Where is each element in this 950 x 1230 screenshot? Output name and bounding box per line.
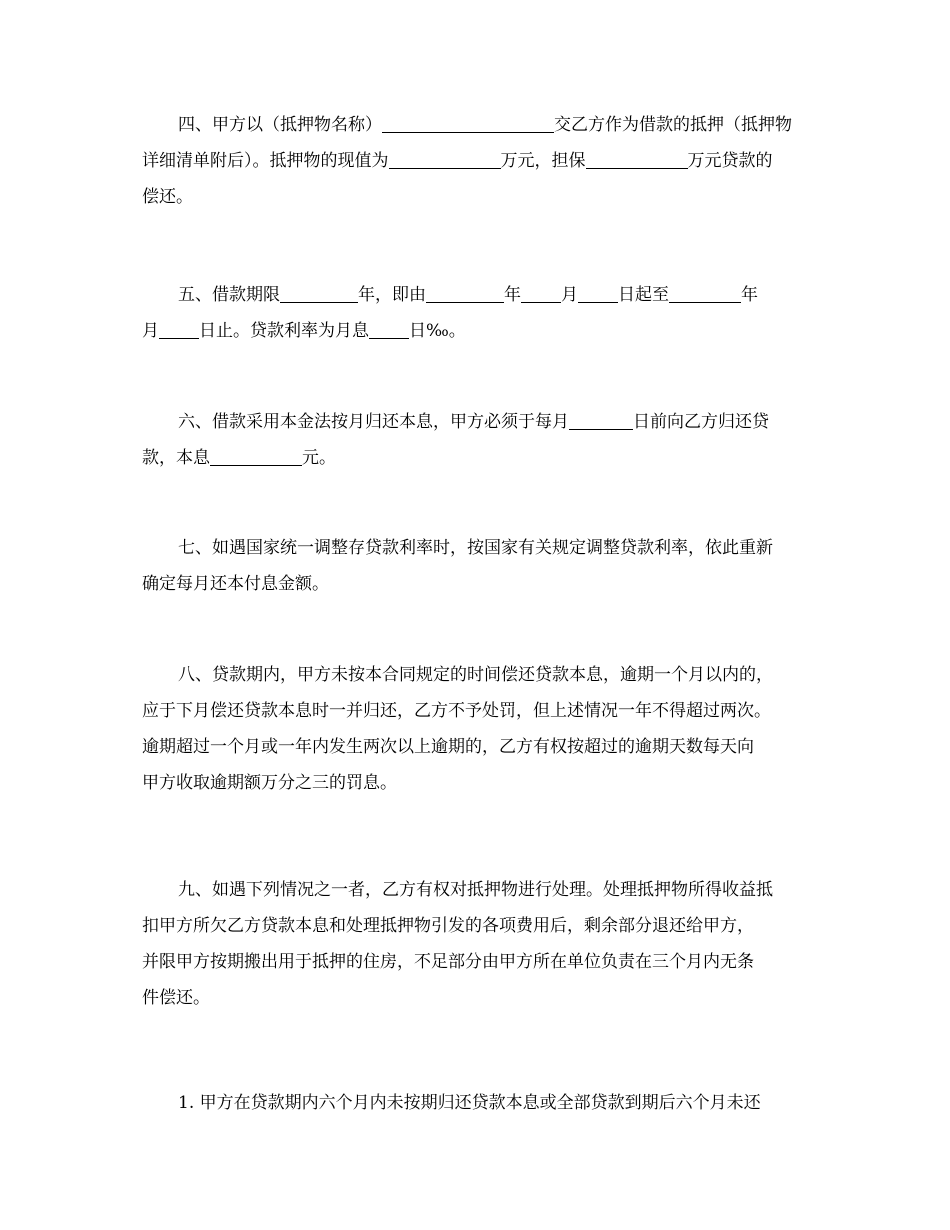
- text-segment: 日止。贷款利率为月息: [199, 321, 369, 341]
- clause-5-line-2: [142, 313, 814, 349]
- item-1: [142, 1085, 814, 1121]
- blank-loan-years: [280, 282, 358, 303]
- clause-6: [142, 404, 814, 476]
- text-segment: 年，即由: [358, 285, 426, 305]
- text-segment: 月: [561, 285, 578, 305]
- blank-start-year: [426, 282, 504, 303]
- blank-collateral-name: [382, 112, 554, 133]
- text-segment: 偿还。: [142, 187, 193, 207]
- clause-9-line-2: 扣甲方所欠乙方贷款本息和处理抵押物引发的各项费用后，剩余部分退还给甲方，: [142, 916, 754, 936]
- text-segment: 四、甲方以（抵押物名称）: [178, 115, 382, 135]
- text-segment: 详细清单附后）。抵押物的现值为: [142, 151, 389, 171]
- blank-repayment-day: [569, 409, 633, 430]
- text-segment: 款，本息: [142, 448, 210, 468]
- clause-9-line-3: 并限甲方按期搬出用于抵押的住房，不足部分由甲方所在单位负责在三个月内无条: [142, 952, 754, 972]
- clause-9-line-4: 件偿还。: [142, 988, 210, 1008]
- blank-monthly-rate: [369, 318, 409, 339]
- clause-5: [142, 277, 814, 349]
- clause-9-line-1: 九、如遇下列情况之一者，乙方有权对抵押物进行处理。处理抵押物所得收益抵: [178, 880, 773, 900]
- blank-installment-amount: [210, 445, 302, 466]
- blank-guarantee-amount: [586, 148, 688, 169]
- clause-6-line-2: [142, 440, 814, 476]
- clause-7-line-1: 七、如遇国家统一调整存贷款利率时，按国家有关规定调整贷款利率，依此重新: [178, 538, 773, 558]
- blank-end-year: [669, 282, 741, 303]
- blank-start-month: [521, 282, 561, 303]
- text-segment: 年: [504, 285, 521, 305]
- blank-collateral-value: [389, 148, 501, 169]
- clause-5-line-1: [142, 277, 814, 313]
- item-1-line-1: 1. 甲方在贷款期内六个月内未按期归还贷款本息或全部贷款到期后六个月未还: [178, 1093, 761, 1113]
- blank-end-day: [159, 318, 199, 339]
- clause-8-line-3: 逾期超过一个月或一年内发生两次以上逾期的，乙方有权按超过的逾期天数每天向: [142, 737, 754, 757]
- text-segment: 万元，担保: [500, 151, 586, 171]
- clause-4-line-2: [142, 143, 814, 179]
- clause-8-line-4: 甲方收取逾期额万分之三的罚息。: [142, 773, 397, 793]
- text-segment: 日起至: [618, 285, 669, 305]
- clause-6-line-1: [142, 404, 814, 440]
- text-segment: 月: [142, 321, 159, 341]
- text-segment: 万元贷款的: [687, 151, 773, 171]
- text-segment: 日‰。: [409, 321, 466, 341]
- clause-8-line-2: 应于下月偿还贷款本息时一并归还，乙方不予处罚，但上述情况一年不得超过两次。: [142, 701, 771, 721]
- blank-start-day: [578, 282, 618, 303]
- text-segment: 六、借款采用本金法按月归还本息，甲方必须于每月: [178, 412, 569, 432]
- text-segment: 五、借款期限: [178, 285, 280, 305]
- clause-4-line-1: [142, 107, 814, 143]
- text-segment: 日前向乙方归还贷: [633, 412, 769, 432]
- clause-7: [142, 530, 814, 602]
- clause-4: [142, 107, 814, 215]
- clause-4-line-3: [142, 179, 814, 215]
- clause-9: [142, 872, 814, 1016]
- text-segment: 交乙方作为借款的抵押（抵押物: [554, 115, 792, 135]
- text-segment: 年: [741, 285, 758, 305]
- clause-7-line-2: 确定每月还本付息金额。: [142, 574, 329, 594]
- clause-8: [142, 657, 814, 801]
- clause-8-line-1: 八、贷款期内，甲方未按本合同规定的时间偿还贷款本息，逾期一个月以内的，: [178, 665, 773, 685]
- text-segment: 元。: [302, 448, 336, 468]
